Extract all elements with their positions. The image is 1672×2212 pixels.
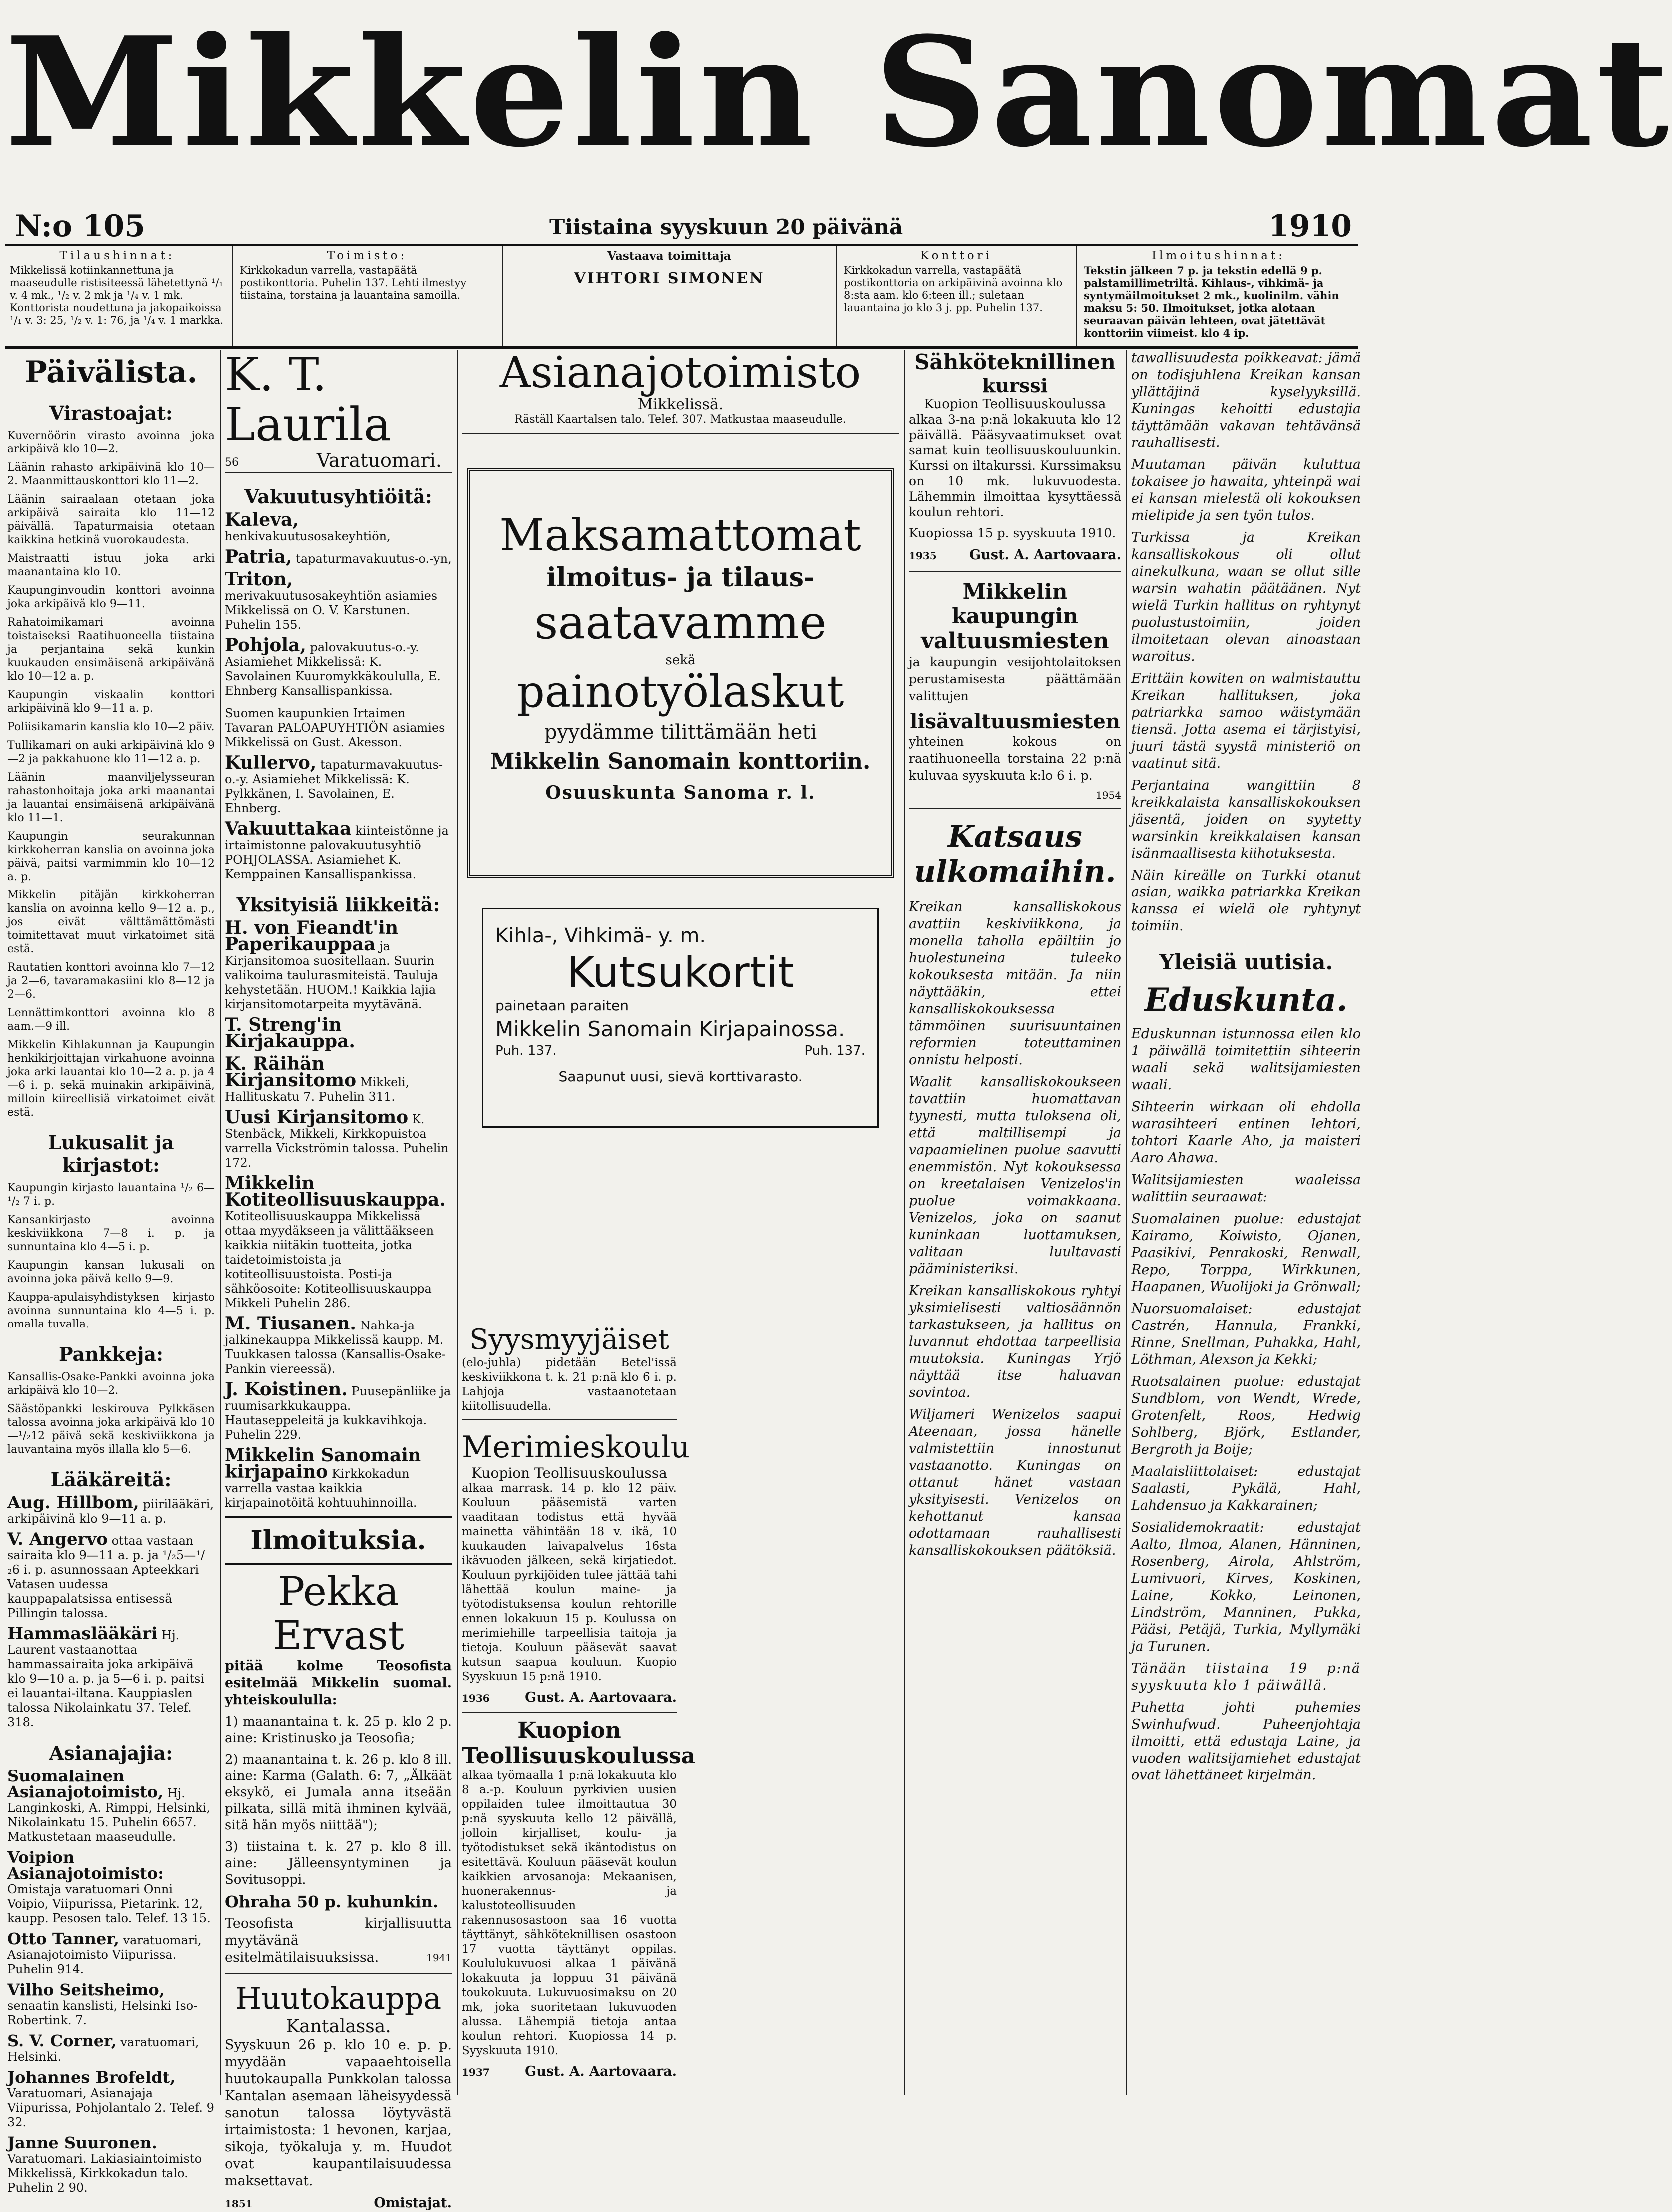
advertising-prices-text: Tekstin jälkeen 7 p. ja tekstin edellä 9 p. palstamillimetriltä. Kihlaus-, vihkimä- ja syntymäilmoitukset 2 mk., kuolinilm. vähin maksu 5: 50. Ilmoitukset, jotka alotaan seuraavan päivän lehteen, ovat jätettävät konttoriin viimeist. klo 4 ip.: [1084, 264, 1339, 339]
technical-school-heading: Kuopion Teollisuuskoulussa: [462, 1718, 696, 1769]
laurila-number: 56: [225, 456, 239, 469]
divider: [462, 1712, 677, 1713]
business-office-heading: Konttori: [920, 249, 992, 262]
column-business-directory: [225, 348, 452, 2211]
business-entry-text: Puusepänliike ja ruumisarkkukauppa. Hautaseppeleitä ja kukkavihkoja. Puhelin 229.: [225, 1384, 451, 1442]
business-entry: [225, 1107, 452, 1170]
ervast-lecture-item: 3) tiistaina t. k. 27 p. klo 8 ill. aine: Jälleensyntyminen ja Sovitusoppi.: [225, 1839, 452, 1887]
office-hours-entry: Poliisikamarin kanslia klo 10—2 päiv.: [7, 721, 215, 733]
business-entry-name: Mikkelin Kotiteollisuuskauppa.: [225, 1173, 446, 1210]
electrical-course-place: Kuopion Teollisuuskoulussa: [924, 397, 1106, 412]
business-entry-text: Nahka-ja jalkinekauppa Mikkelissä kaupp. M. Tuukkasen talossa (Kansallis-Osake-Pankin viereessä).: [225, 1319, 446, 1376]
insurance-entry-text: tapaturmavakuutus-o.-yn,: [296, 552, 452, 566]
technical-school-signature: Gust. A. Aartovaara.: [525, 2064, 677, 2079]
doctor-entry-text: ottaa vastaan sairaita klo 9—11 a. p. ja ¹/₂5—¹/₂6 i. p. asunnossaan Apteekkari Vatasen uudessa kauppapalatsissa entisessä Pillingin talossa.: [7, 1534, 205, 1620]
business-entry-text: Mikkeli, Hallituskatu 7. Puhelin 311.: [225, 1075, 410, 1104]
law-office-heading: Asianajotoimisto: [499, 348, 861, 398]
business-entry-text: Kirkkokadun varrella vastaa kaikkia kirjapainotöitä kohtuuhinnoilla.: [225, 1467, 417, 1510]
cards-printed: painetaan paraiten: [495, 997, 629, 1014]
insurance-entry: [225, 509, 452, 544]
ervast-lecture-item: 1) maanantaina t. k. 25 p. klo 2 p. aine: Kristinusko ja Teosofia;: [225, 1714, 452, 1746]
unpaid-cooperative: Osuuskunta Sanoma r. l.: [545, 782, 816, 803]
law-office-text: Räställ Kaartalsen talo. Telef. 307. Matkustaa maaseudulle.: [462, 413, 899, 434]
today-heading: Tänään tiistaina 19 p:nä syyskuuta klo 1 päiwällä.: [1131, 1661, 1361, 1693]
daily-list-heading: Päivälista.: [24, 355, 198, 390]
today-text: Puhetta johti puhemies Swinhufwud. Puheenjohtaja ilmoitti, että edustaja Laine, ja vuoden walitsijamiehet edustajat ovat lähettäneet kirjelmän.: [1131, 1700, 1361, 1783]
library-entry: Kansankirjasto avoinna keskiviikkona 7—8 i. p. ja sunnuntaina klo 4—5 i. p.: [7, 1214, 215, 1253]
private-businesses-list: [225, 917, 452, 1510]
office-hours-entry: Maistraatti istuu joka arki maanantaina klo 10.: [7, 552, 215, 578]
column-news: [1131, 350, 1361, 2095]
unpaid-receivables: saatavamme: [534, 596, 827, 649]
navigation-school-signature: Gust. A. Aartovaara.: [525, 1690, 677, 1705]
divider: [909, 571, 1121, 572]
business-entry-name: T. Streng'in Kirjakauppa.: [225, 1014, 355, 1052]
office-hours-entry: Rautatien konttori avoinna klo 7—12 ja 2—6, tavaramakasiini klo 8—12 ja 2—6.: [7, 961, 215, 1001]
office-hours-entry: Läänin sairaalaan otetaan joka arkipäivä sairaita klo 11—12 päivällä. Tapaturmaisia otetaan kaikkina hetkinä vuorokaudesta.: [7, 493, 215, 546]
insurance-entry-name: Vakuuttakaa: [225, 818, 352, 839]
technical-school-code: 1937: [462, 2066, 490, 2078]
insurance-entry-name: Kullervo,: [225, 752, 317, 773]
office-hours-entry: Kaupunginvoudin konttori avoinna joka arkipäivä klo 9—11.: [7, 584, 215, 610]
ervast-lecture-title: Pekka Ervast: [273, 1568, 404, 1659]
lawyer-entry: [7, 1769, 215, 1844]
business-entry-text: ja Kirjansitomoa suositellaan. Suurin valikoima taulurasmiteistä. Tauluja kehystetään. HUOM.! Kaikkia lajia kirjansitomotarpeita myytävänä.: [225, 939, 438, 1011]
office-heading: Toimisto:: [327, 249, 408, 262]
lawyer-entry-name: Suomalainen Asianajotoimisto,: [7, 1767, 164, 1801]
editor-info: [504, 246, 834, 346]
office-hours-entry: Kaupungin seurakunnan kirkkoherran kanslia on avoinna joka päivä, paitsi varmimmin klo 10—12 a. p.: [7, 830, 215, 883]
electrical-course-heading: Sähköteknillinen: [914, 350, 1116, 374]
business-entry-name: H. von Fieandt'in Paperikauppaa: [225, 917, 399, 955]
council-code: 1954: [1096, 789, 1121, 801]
banks-heading: Pankkeja:: [58, 1343, 164, 1365]
lawyer-entry-name: Vilho Seitsheimo,: [7, 1980, 165, 1999]
office-hours-entry: Lennättimkonttori avoinna klo 8 aam.—9 ill.: [7, 1007, 215, 1033]
ervast-lecture-list: [225, 1714, 452, 1888]
laurila-name: K. T. Laurila: [225, 348, 391, 451]
lawyer-entry-text: Varatuomari, Asianajaja Viipurissa, Pohjolantalo 2. Telef. 9 32.: [7, 2086, 214, 2129]
lawyer-entry-text: Omistaja varatuomari Onni Voipio, Viipurissa, Pietarink. 12, kaupp. Pesosen talo. Telef. 13 15.: [7, 1882, 211, 1925]
column-notices: [909, 350, 1121, 2095]
libraries-heading: Lukusalit ja kirjastot:: [48, 1131, 174, 1176]
lawyer-entry-text: Varatuomari. Lakiasiaintoimisto Mikkelissä, Kirkkokadun talo. Puhelin 2 90.: [7, 2152, 202, 2195]
lawyer-entry: [7, 2031, 215, 2064]
business-entry: [225, 1173, 452, 1311]
insurance-entry-text: merivakuutusosakeyhtiön asiamies Mikkelissä on O. V. Karstunen. Puhelin 155.: [225, 589, 438, 632]
office-info: [235, 246, 499, 346]
unpaid-print-invoices: painotyölaskut: [516, 666, 844, 717]
unpaid-subject: ilmoitus- ja tilaus-: [546, 562, 815, 593]
parliament-paragraph: Sosialidemokraatit: edustajat Aalto, Ilmoa, Alanen, Hänninen, Rosenberg, Airola, Ahlström, Lumivuori, Kirves, Koskinen, Laine, Kokko, Leinonen, Lindström, Manninen, Pukka, Pääsi, Petäjä, Turkia, Myllymäki ja Turunen.: [1131, 1520, 1361, 1654]
auction-text: Syyskuun 26 p. klo 10 e. p. p. myydään vapaaehtoisella huutokaupalla Punkkolan talossa Kantalan asemaan läheisyydessä sanotun talossa löytyvästä irtaimistosta: 1 hevonen, karjaa, sikoja, työkaluja y. m. Huudot ovat kaupantilaisuudessa maksettavat.: [225, 2037, 452, 2189]
auction-heading: Huutokauppa: [235, 1981, 442, 2016]
column-advertisements: [462, 350, 899, 2095]
lawyers-list: [7, 1769, 215, 2195]
lawyer-entry-text: Hj. Langinkoski, A. Rimppi, Helsinki, Nikolainkatu 15. Puhelin 6657. Matkustetaan maaseudulle.: [7, 1786, 210, 1844]
electrical-course-date: Kuopiossa 15 p. syyskuuta 1910.: [909, 526, 1116, 540]
autumn-sale-text: (elo-juhla) pidetään Betel'issä keskiviikkona t. k. 21 p:nä klo 6 i. p. Lahjoja vastaanotetaan kiitollisuudella.: [462, 1356, 677, 1413]
auction-signature: Omistajat.: [374, 2195, 452, 2211]
foreign-review-paragraph: Waalit kansalliskokoukseen tavattiin huomattavan tyynesti, mutta tuloksena oli, että maltillisempi ja vapaamielinen puolue saavutti enemmistön. Nyt kokouksessa on kreetalaisen Venizelos'in puolue voimakkaana. Venizelos, joka on saanut kuninkaan luottamuksen, valitaan luultavasti pääministeriksi.: [909, 1074, 1121, 1277]
foreign-review-cont-paragraph: Erittäin kowiten on walmistauttu Kreikan hallituksen, joka patriarkka samoo wäistymään tiensä. Jotta asema ei tärjistyisi, juuri tästä syystä ministeriö on vaatinut sitä.: [1131, 671, 1361, 771]
ervast-price: Ohraha 50 p. kuhunkin.: [225, 1892, 439, 1911]
lawyer-entry-text: varatuomari, Asianajotoimisto Viipurissa. Puhelin 914.: [7, 1933, 202, 1976]
insurance-entry: [225, 818, 452, 882]
cards-new-stock: Saapunut uusi, sievä korttivarasto.: [558, 1068, 803, 1085]
lawyer-entry: [7, 1929, 215, 1977]
doctor-entry-text: piirilääkäri, arkipäivinä klo 9—11 a. p.: [7, 1497, 214, 1526]
insurance-entry-text: tapaturmavakuutus-o.-y. Asiamiehet Mikkelissä: K. Pylkkänen, I. Savolainen, E. Ehnberg.: [225, 758, 443, 815]
parliament-paragraph: Maalaisliittolaiset: edustajat Saalasti, Pykälä, Hahl, Lahdensuo ja Kakkarainen;: [1131, 1464, 1361, 1513]
foreign-review-paragraph: Kreikan kansalliskokous ryhtyi yksimielisesti valtiosäännön tarkastukseen, ja hallitus on luvannut ehdottaa tarpeellisia muutoksia. Kuningas Yrjö näyttää itse haluavan sovintoa.: [909, 1283, 1121, 1400]
office-hours-entry: Tullikamari on auki arkipäivinä klo 9—2 ja pakkahuone klo 11—12 a. p.: [7, 739, 215, 765]
electrical-course-footer: [909, 547, 1121, 564]
column-rule: [1126, 350, 1127, 2095]
council-heading: Mikkelin kaupungin: [951, 579, 1079, 628]
insurance-list: [225, 509, 452, 882]
foreign-review-heading: Katsaus ulkomaihin.: [914, 819, 1116, 889]
lawyer-entry: [7, 2133, 215, 2195]
column-rule: [904, 350, 905, 2095]
insurance-entry-text: henkivakuutusosakeyhtiön,: [225, 529, 391, 543]
business-office-info: [839, 246, 1074, 346]
unpaid-office: Mikkelin Sanomain konttoriin.: [490, 749, 871, 774]
insurance-entry: [225, 569, 452, 632]
business-office-text: Kirkkokadun varrella, vastapäätä postikonttoria on arkipäivinä avoinna klo 8:sta aam. klo 6:teen ill.; suletaan lauantaina jo klo 3 j. pp. Puhelin 137.: [844, 264, 1063, 314]
col3-left-subcolumn: [462, 1324, 696, 2086]
foreign-review-paragraph: Wiljameri Wenizelos saapui Ateenaan, jossa hänelle valmistettiin innostunut vastaanotto. Kuningas on ottanut hänet vastaan yksityisesti. Venizelos on kehottanut kansaa odottamaan rauhallisesti kansalliskokouksen päätöksiä.: [909, 1407, 1121, 1558]
auction-footer: [225, 2195, 452, 2212]
insurance-entry: [225, 752, 452, 816]
lawyer-entry: [7, 1850, 215, 1926]
technical-school-text: alkaa työmaalla 1 p:nä lokakuuta klo 8 a.-p. Kouluun pyrkivien uusien oppilaiden tulee ilmoittautua 30 p:nä syyskuuta kello 12 päivällä, jolloin kirjalliset, koulu- ja työtodistukset sekä ikäntodistus on esitettävä. Kouluun pääsevät koulun kaikkien arvosanoja: Mekaanisen, huonerakennus- ja kalustoteollisuuden rakennusosastoon saa 16 vuotta täyttänyt, sähköteknillisen osastoon 17 vuotta täyttänyt oppilas. Koululukuvuosi alkaa 1 päivänä lokakuuta ja loppuu 31 päivänä toukokuuta. Lukuvuosimaksu on 20 mk, joka suoritetaan lukuvuoden alussa. Lähempiä tietoja antaa koulun rehtori. Kuopiossa 14 p. Syyskuuta 1910.: [462, 1769, 677, 2057]
advertising-prices: [1079, 246, 1358, 346]
office-hours-entry: Läänin maanviljelysseuran rahastonhoitaja joka arki maanantai ja lauantai ensimäisenä arkipäivänä klo 11—1.: [7, 771, 215, 824]
electrical-course-sub: kurssi: [982, 374, 1048, 397]
advertising-prices-heading: Ilmoitushinnat:: [1152, 249, 1285, 262]
foreign-review-cont-paragraph: tawallisuudesta poikkeavat: jämä on todisjuhlena Kreikan kansan yllättäjinä kyselyyksillä. Kuningas kehoitti edustajia täyttämään vakavan tehtävänsä rauhallisesti.: [1131, 350, 1361, 450]
business-entry-text: K. Stenbäck, Mikkeli, Kirkkopuistoa varrella Vickströmin talossa. Puhelin 172.: [225, 1112, 449, 1170]
insurance-entry-name: Kaleva,: [225, 509, 299, 530]
business-entry-name: Uusi Kirjansitomo: [225, 1107, 409, 1128]
business-entry-name: Mikkelin Sanomain kirjapaino: [225, 1445, 421, 1482]
ervast-note-text: Teosofista kirjallisuutta myytävänä esitelmätilaisuuksissa.: [225, 1916, 452, 1965]
subscription-info-bar: [5, 244, 1358, 349]
subscription-prices: [5, 246, 230, 346]
masthead: [0, 0, 1672, 244]
business-entry-name: K. Räihän Kirjansitomo: [225, 1053, 357, 1091]
autumn-sale-heading: Syysmyyjäiset: [469, 1324, 669, 1356]
doctor-entry-name: Hammaslääkäri: [7, 1624, 158, 1644]
lawyer-entry: [7, 2070, 215, 2130]
insurance-entry: [225, 635, 452, 698]
electrical-course-text: alkaa 3-na p:nä lokakuuta klo 12 päivällä. Pääsyvaatimukset ovat samat kuin teollisuuskouluunkin. Kurssi on iltakurssi. Kurssimaksu on 10 mk. lukuvuodesta. Lähemmin ilmoittaa kysyttäessä koulun rehtori.: [909, 412, 1121, 519]
council-text-2: yhteinen kokous on raatihuoneella torstaina 22 p:nä kuluvaa syyskuuta k:lo 6 i. p.: [909, 734, 1121, 783]
doctor-entry: [7, 1493, 215, 1526]
office-hours-entry: Rahatoimikamari avoinna toistaiseksi Raatihuoneella tiistaina ja perjantaina sekä kunkin kuukauden ensimäisenä arkipäivänä klo 10—12 a. p.: [7, 616, 215, 683]
bank-entry: Kansallis-Osake-Pankki avoinna joka arkipäivä klo 10—2.: [7, 1371, 215, 1397]
cards-phone-right: Puh. 137.: [804, 1043, 865, 1058]
law-office-city: Mikkelissä.: [637, 396, 724, 413]
council-sub: valtuusmiesten: [921, 628, 1109, 654]
auction-code: 1851: [225, 2198, 253, 2210]
lawyer-entry-text: varatuomari, Helsinki.: [7, 2035, 199, 2064]
foreign-review-cont-paragraph: Muutaman päivän kuluttua tokaisee jo hawaita, yhteinpä wai ei kansan mielestä oli kokouksen mielipide ja sen työn tulos.: [1131, 457, 1361, 523]
business-entry: [225, 1313, 452, 1376]
office-hours-entry: Kaupungin viskaalin konttori arkipäivinä klo 9—11 a. p.: [7, 689, 215, 715]
navigation-school-place: Kuopion Teollisuuskoulussa: [471, 1465, 667, 1481]
doctor-entry: [7, 1624, 215, 1730]
laurila-title: Varatuomari.: [316, 449, 442, 471]
technical-school-footer: [462, 2063, 677, 2081]
lawyer-entry-name: S. V. Corner,: [7, 2031, 117, 2050]
business-entry: [225, 1014, 452, 1052]
insurance-entry: [225, 546, 452, 567]
insurance-entry-name: Pohjola,: [225, 635, 306, 656]
navigation-school-text: alkaa marrask. 14 p. klo 12 päiv. Kouluun pääsemistä varten vaaditaan todistus että hyvää mainetta vähintään 18 v. ikä, 10 kuukauden laivapalvelus 16sta ikävuoden jälkeen, sekä kirjatiedot. Kouluun pyrkijöiden tulee jättää tahi lähettää koulun maine- ja työtodistuksensa koulun rehtorille ennen lokakuun 15 p. Koulussa on merimiehille tarpeellisia taitoja ja tietoja. Kouluun pääsevät saavat kutsun saapua kouluun. Kuopio Syyskuun 15 p:nä 1910.: [462, 1482, 677, 1683]
council-extra-members: lisävaltuusmiesten: [910, 710, 1120, 733]
doctors-heading: Lääkäreitä:: [50, 1468, 172, 1491]
insurance-entry-text: Suomen kaupunkien Irtaimen Tavaran PALOAPUYHTIÖN asiamies Mikkelissä on Gust. Akesson.: [225, 706, 445, 749]
ervast-code: 1941: [426, 1952, 452, 1964]
parliament-paragraph: Ruotsalainen puolue: edustajat Sundblom, von Wendt, Wrede, Grotenfelt, Roos, Hedwig Sohlberg, Björk, Estlander, Bergroth ja Boije;: [1131, 1374, 1361, 1457]
business-entry: [225, 1053, 452, 1104]
unpaid-heading: Maksamattomat: [499, 509, 861, 561]
divider: [462, 1419, 677, 1420]
dateline: Tiistaina syyskuun 20 päivänä: [549, 215, 903, 239]
electrical-course-code: 1935: [909, 550, 937, 562]
cards-printer: Mikkelin Sanomain Kirjapainossa.: [495, 1017, 845, 1041]
divider: [232, 246, 233, 346]
insurance-entry-name: Patria,: [225, 546, 292, 567]
insurance-entry-text: kiinteistönne ja irtaimistonne palovakuutusyhtiö POHJOLASSA. Asiamiehet K. Kemppainen Kansallispankissa.: [225, 824, 449, 881]
lawyer-entry-text: senaatin kanslisti, Helsinki Iso-Robertink. 7.: [7, 1999, 198, 2027]
parliament-paragraph: Sihteerin wirkaan oli ehdolla warasihteeri entinen lehtori, tohtori Kaarle Aho, ja maisteri Aaro Ahawa.: [1131, 1099, 1361, 1166]
foreign-review-cont-paragraph: Turkissa ja Kreikan kansalliskokous oli ollut ainekulkuna, waan se ollut sille warsin wahatin päätäänen. Nyt wielä Turkin hallitus on ryhtynyt puolustustoimiin, joiden ilmoitetaan olevan ainoastaan waroitus.: [1131, 530, 1361, 664]
ervast-lecture-intro: pitää kolme Teosofista esitelmää Mikkelin suomal. yhteiskoululla:: [225, 1658, 452, 1708]
foreign-review-paragraph: Kreikan kansalliskokous avattiin keskiviikkona, ja monella taholla epäiltiin jo huolestuneina tuleeko kokouksesta mitään. Ja niin näyttääkin, ettei kansalliskokouksessa tämmöinen suurisuuntainen reformien toteuttaminen onnistu helposti.: [909, 899, 1121, 1068]
parliament-paragraph: Nuorsuomalaiset: edustajat Castrén, Hannula, Frankki, Rinne, Snellman, Puhakka, Hahl, Löthman, Alexson ja Kekki;: [1131, 1301, 1361, 1367]
lawyers-heading: Asianajajia:: [49, 1742, 173, 1764]
column-rule: [457, 350, 458, 2095]
libraries-list: [7, 1181, 215, 1331]
navigation-school-code: 1936: [462, 1692, 490, 1704]
issue-number: N:o 105: [15, 209, 146, 244]
subscription-prices-heading: Tilaushinnat:: [59, 249, 175, 262]
office-hours-entry: Läänin rahasto arkipäivinä klo 10—2. Maanmittauskonttori klo 11—2.: [7, 461, 215, 487]
auction-place: Kantalassa.: [286, 2016, 391, 2037]
doctor-entry-name: Aug. Hillbom,: [7, 1493, 139, 1513]
insurance-entry: [225, 704, 452, 750]
column-rule: [220, 350, 221, 2095]
private-businesses-heading: Yksityisiä liikkeitä:: [236, 893, 440, 916]
year: 1910: [1268, 209, 1352, 244]
doctor-entry-name: V. Angervo: [7, 1529, 108, 1549]
ervast-lecture-item: 2) maanantaina t. k. 26 p. klo 8 ill. aine: Karma (Galath. 6: 7, „Älkäät eksykö, ei Jumala anna itseään pilkata, sillä mitä ihminen kylvää, sitä hän myös niittää");: [225, 1752, 452, 1833]
parliament-text: [1131, 1026, 1361, 1655]
business-entry-text: Kotiteollisuuskauppa Mikkelissä ottaa myydäkseen ja välittääkseen kaikkia niitäkin tuotteita, jotka taidetoimistoista ja kotiteollisuustoista. Posti-ja sähköosoite: Kotiteollisuuskauppa Mikkeli Puhelin 286.: [225, 1209, 434, 1310]
parliament-paragraph: Suomalainen puolue: edustajat Kairamo, Koiwisto, Ojanen, Paasikivi, Penrakoski, Renwall, Repo, Torppa, Wirkkunen, Haapanen, Wuolijoki ja Grönwall;: [1131, 1211, 1361, 1295]
lawyer-entry-name: Voipion Asianajotoimisto:: [7, 1848, 164, 1883]
library-entry: Kaupungin kansan lukusali on avoinna joka päivä kello 9—9.: [7, 1259, 215, 1285]
divider: [225, 1973, 452, 1974]
cards-heading: Kutsukortit: [567, 948, 794, 997]
banks-list: [7, 1370, 215, 1456]
divider: [836, 246, 837, 346]
unpaid-bills-ad: [467, 468, 894, 878]
business-entry-name: M. Tiusanen.: [225, 1313, 356, 1334]
unpaid-and: sekä: [665, 653, 696, 668]
electrical-course-signature: Gust. A. Aartovaara.: [969, 547, 1121, 563]
subscription-prices-text: Mikkelissä kotiinkannettuna ja maaseudulle ristisiteessä lähetettynä ¹/₁ v. 4 mk., ¹/₂ v. 2 mk ja ¹/₄ v. 1 mk. Konttorista noudettuna ja jakopaikoissa ¹/₁ v. 3: 25, ¹/₂ v. 1: 76, ja ¹/₄ v. 1 markka.: [10, 264, 224, 326]
invitation-cards-ad: [482, 908, 879, 1128]
office-text: Kirkkokadun varrella, vastapäätä postikonttoria. Puhelin 137. Lehti ilmestyy tiistaina, torstaina ja lauantaina samoilla.: [240, 264, 467, 301]
business-entry: [225, 1379, 452, 1442]
lawyer-entry-name: Otto Tanner,: [7, 1929, 119, 1948]
office-hours-entry: Kuvernöörin virasto avoinna joka arkipäivä klo 10—2.: [7, 430, 215, 455]
editor-heading: Vastaava toimittaja: [607, 249, 731, 263]
doctor-entry: [7, 1529, 215, 1621]
column-daily-list: [7, 350, 215, 2195]
divider: [909, 808, 1121, 809]
lawyer-entry: [7, 1980, 215, 2028]
cards-types: Kihla-, Vihkimä- y. m.: [495, 924, 706, 947]
newspaper-title: Mikkelin Sanomat: [5, 4, 1672, 180]
divider: [1076, 246, 1077, 346]
announcements-heading: Ilmoituksia.: [225, 1516, 452, 1565]
office-hours-list: [7, 429, 215, 1119]
insurance-entry-name: Triton,: [225, 569, 293, 590]
unpaid-request: pyydämme tilittämään heti: [544, 721, 817, 744]
office-hours-entry: Mikkelin Kihlakunnan ja Kaupungin henkikirjoittajan virkahuone avoinna joka arki lauantai klo 10—2 a. p. ja 4—6 i. p. sekä muinakin arkipäivinä, milloin kiireellisiä virkatoimet eivät estä.: [7, 1039, 215, 1119]
parliament-heading: Eduskunta.: [1144, 981, 1348, 1019]
business-entry: [225, 1445, 452, 1510]
navigation-school-heading: Merimieskoulu: [462, 1430, 690, 1465]
insurance-entry-text: palovakuutus-o.-y. Asiamiehet Mikkelissä: K. Savolainen Kuuromykkäkoululla, E. Ehnberg Kansallispankissa.: [225, 640, 441, 698]
doctor-entry-text: Hj. Laurent vastaanottaa hammassairaita joka arkipäivä klo 9—10 a. p. ja 5—6 i. p. paitsi ei lauantai-iltana. Kauppiaslen talossa Nikolainkatu 37. Telef. 318.: [7, 1628, 205, 1729]
library-entry: Kauppa-apulaisyhdistyksen kirjasto avoinna sunnuntaina klo 4—5 i. p. omalla tuvalla.: [7, 1291, 215, 1330]
foreign-review-cont-paragraph: Perjantaina wangittiin 8 kreikkalaista kansalliskokouksen jäsentä, joiden on syytetty warsinkin kreikkalaisen kansan isänmaallisesta kiihotuksesta.: [1131, 778, 1361, 861]
navigation-school-footer: [462, 1689, 677, 1707]
office-hours-entry: Mikkelin pitäjän kirkkoherran kanslia on avoinna kello 9—12 a. p., jos eivät välttämättömästi toimitettavat muut virkatoimet sitä estä.: [7, 889, 215, 955]
cards-phone-left: Puh. 137.: [495, 1043, 557, 1058]
general-news-heading: Yleisiä uutisia.: [1159, 950, 1333, 974]
foreign-review-text: [909, 899, 1121, 1559]
lawyer-entry-name: Johannes Brofeldt,: [7, 2068, 176, 2087]
council-text-1: ja kaupungin vesijohtolaitoksen perustamisesta päättämään valittujen: [909, 655, 1121, 703]
business-entry: [225, 917, 452, 1012]
bank-entry: Säästöpankki leskirouva Pylkkäsen talossa avoinna joka arkipäivä klo 10—¹/₂12 päivä sekä keskiviikkona ja lauvantaina myös illalla klo 5—6.: [7, 1403, 215, 1456]
laurila-ad: [225, 350, 452, 473]
parliament-paragraph: Eduskunnan istunnossa eilen klo 1 päiwällä toimitettiin sihteerin waali sekä walitsijamiesten waali.: [1131, 1026, 1361, 1093]
editor-name: VIHTORI SIMONEN: [574, 270, 765, 287]
doctors-list: [7, 1493, 215, 1730]
lawyer-entry-name: Janne Suuronen.: [7, 2133, 157, 2152]
ervast-note: [225, 1915, 452, 1966]
divider: [502, 246, 503, 346]
foreign-review-continued: [1131, 350, 1361, 935]
parliament-paragraph: Walitsijamiesten waaleissa walittiin seuraawat:: [1131, 1172, 1361, 1205]
foreign-review-cont-paragraph: Näin kireälle on Turkki otanut asian, waikka patriarkka Kreikan kanssa ei wielä ole ryhtynyt toimiin.: [1131, 868, 1361, 934]
office-hours-heading: Virastoajat:: [49, 402, 173, 424]
business-entry-name: J. Koistinen.: [225, 1379, 348, 1400]
library-entry: Kaupungin kirjasto lauantaina ¹/₂ 6—¹/₂ 7 i. p.: [7, 1182, 215, 1208]
insurance-heading: Vakuutusyhtiöitä:: [244, 485, 432, 508]
